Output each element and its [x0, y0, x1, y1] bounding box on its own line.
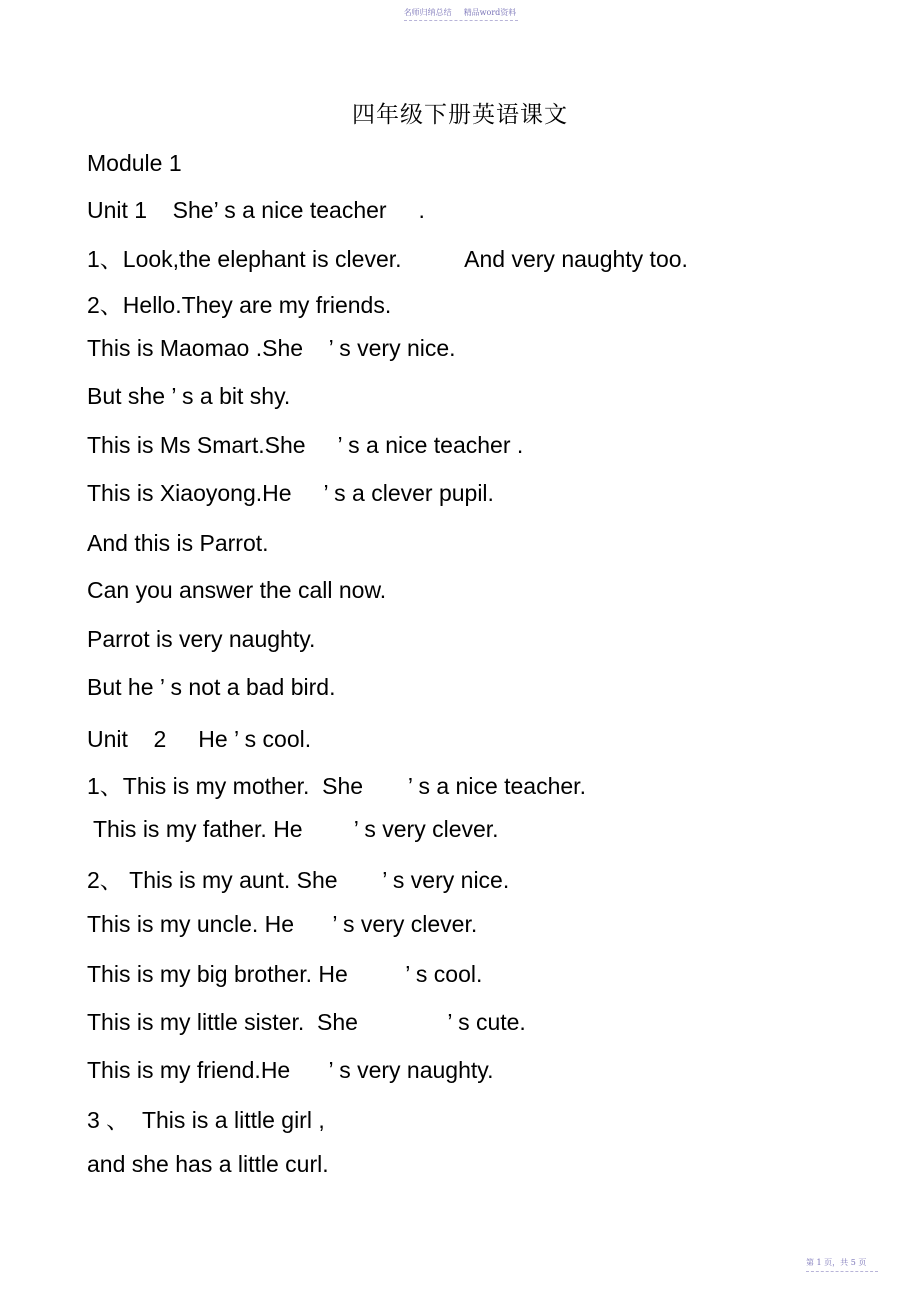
page-number: 第 1 页，共 5 页 [806, 1258, 867, 1267]
footer-divider [806, 1271, 878, 1272]
text-line: Parrot is very naughty. [87, 626, 316, 652]
text-line: This is my uncle. He ’ s very clever. [87, 911, 478, 937]
document-title: 四年级下册英语课文 [352, 102, 568, 128]
text-line: But she ’ s a bit shy. [87, 383, 291, 409]
text-line: This is Ms Smart.She ’ s a nice teacher . [87, 432, 524, 458]
text-line: This is Xiaoyong.He ’ s a clever pupil. [87, 480, 494, 506]
header-right-text: 精品word资料 [463, 8, 517, 17]
text-line: Module 1 [87, 150, 182, 176]
text-line: 1、This is my mother. She ’ s a nice teacher. [87, 773, 586, 799]
text-line: This is Maomao .She ’ s very nice. [87, 335, 456, 361]
text-line: 2、 This is my aunt. She ’ s very nice. [87, 867, 510, 893]
header-left-text: 名师归纳总结 [403, 8, 452, 17]
text-line: 3 、 This is a little girl , [87, 1107, 325, 1133]
text-line: And this is Parrot. [87, 530, 269, 556]
text-line: 1、Look,the elephant is clever. And very naughty too. [87, 246, 688, 272]
text-line: This is my father. He ’ s very clever. [87, 816, 499, 842]
text-line: Can you answer the call now. [87, 577, 387, 603]
header-divider [404, 20, 518, 21]
text-line: This is my little sister. She ’ s cute. [87, 1009, 526, 1035]
text-line: Unit 2 He ’ s cool. [87, 726, 312, 752]
text-line: 2、Hello.They are my friends. [87, 292, 392, 318]
header-watermark [0, 7, 920, 18]
text-line: This is my big brother. He ’ s cool. [87, 961, 483, 987]
text-line: Unit 1 She’ s a nice teacher . [87, 197, 425, 223]
text-line: and she has a little curl. [87, 1151, 329, 1177]
text-line: But he ’ s not a bad bird. [87, 674, 336, 700]
text-line: This is my friend.He ’ s very naughty. [87, 1057, 494, 1083]
